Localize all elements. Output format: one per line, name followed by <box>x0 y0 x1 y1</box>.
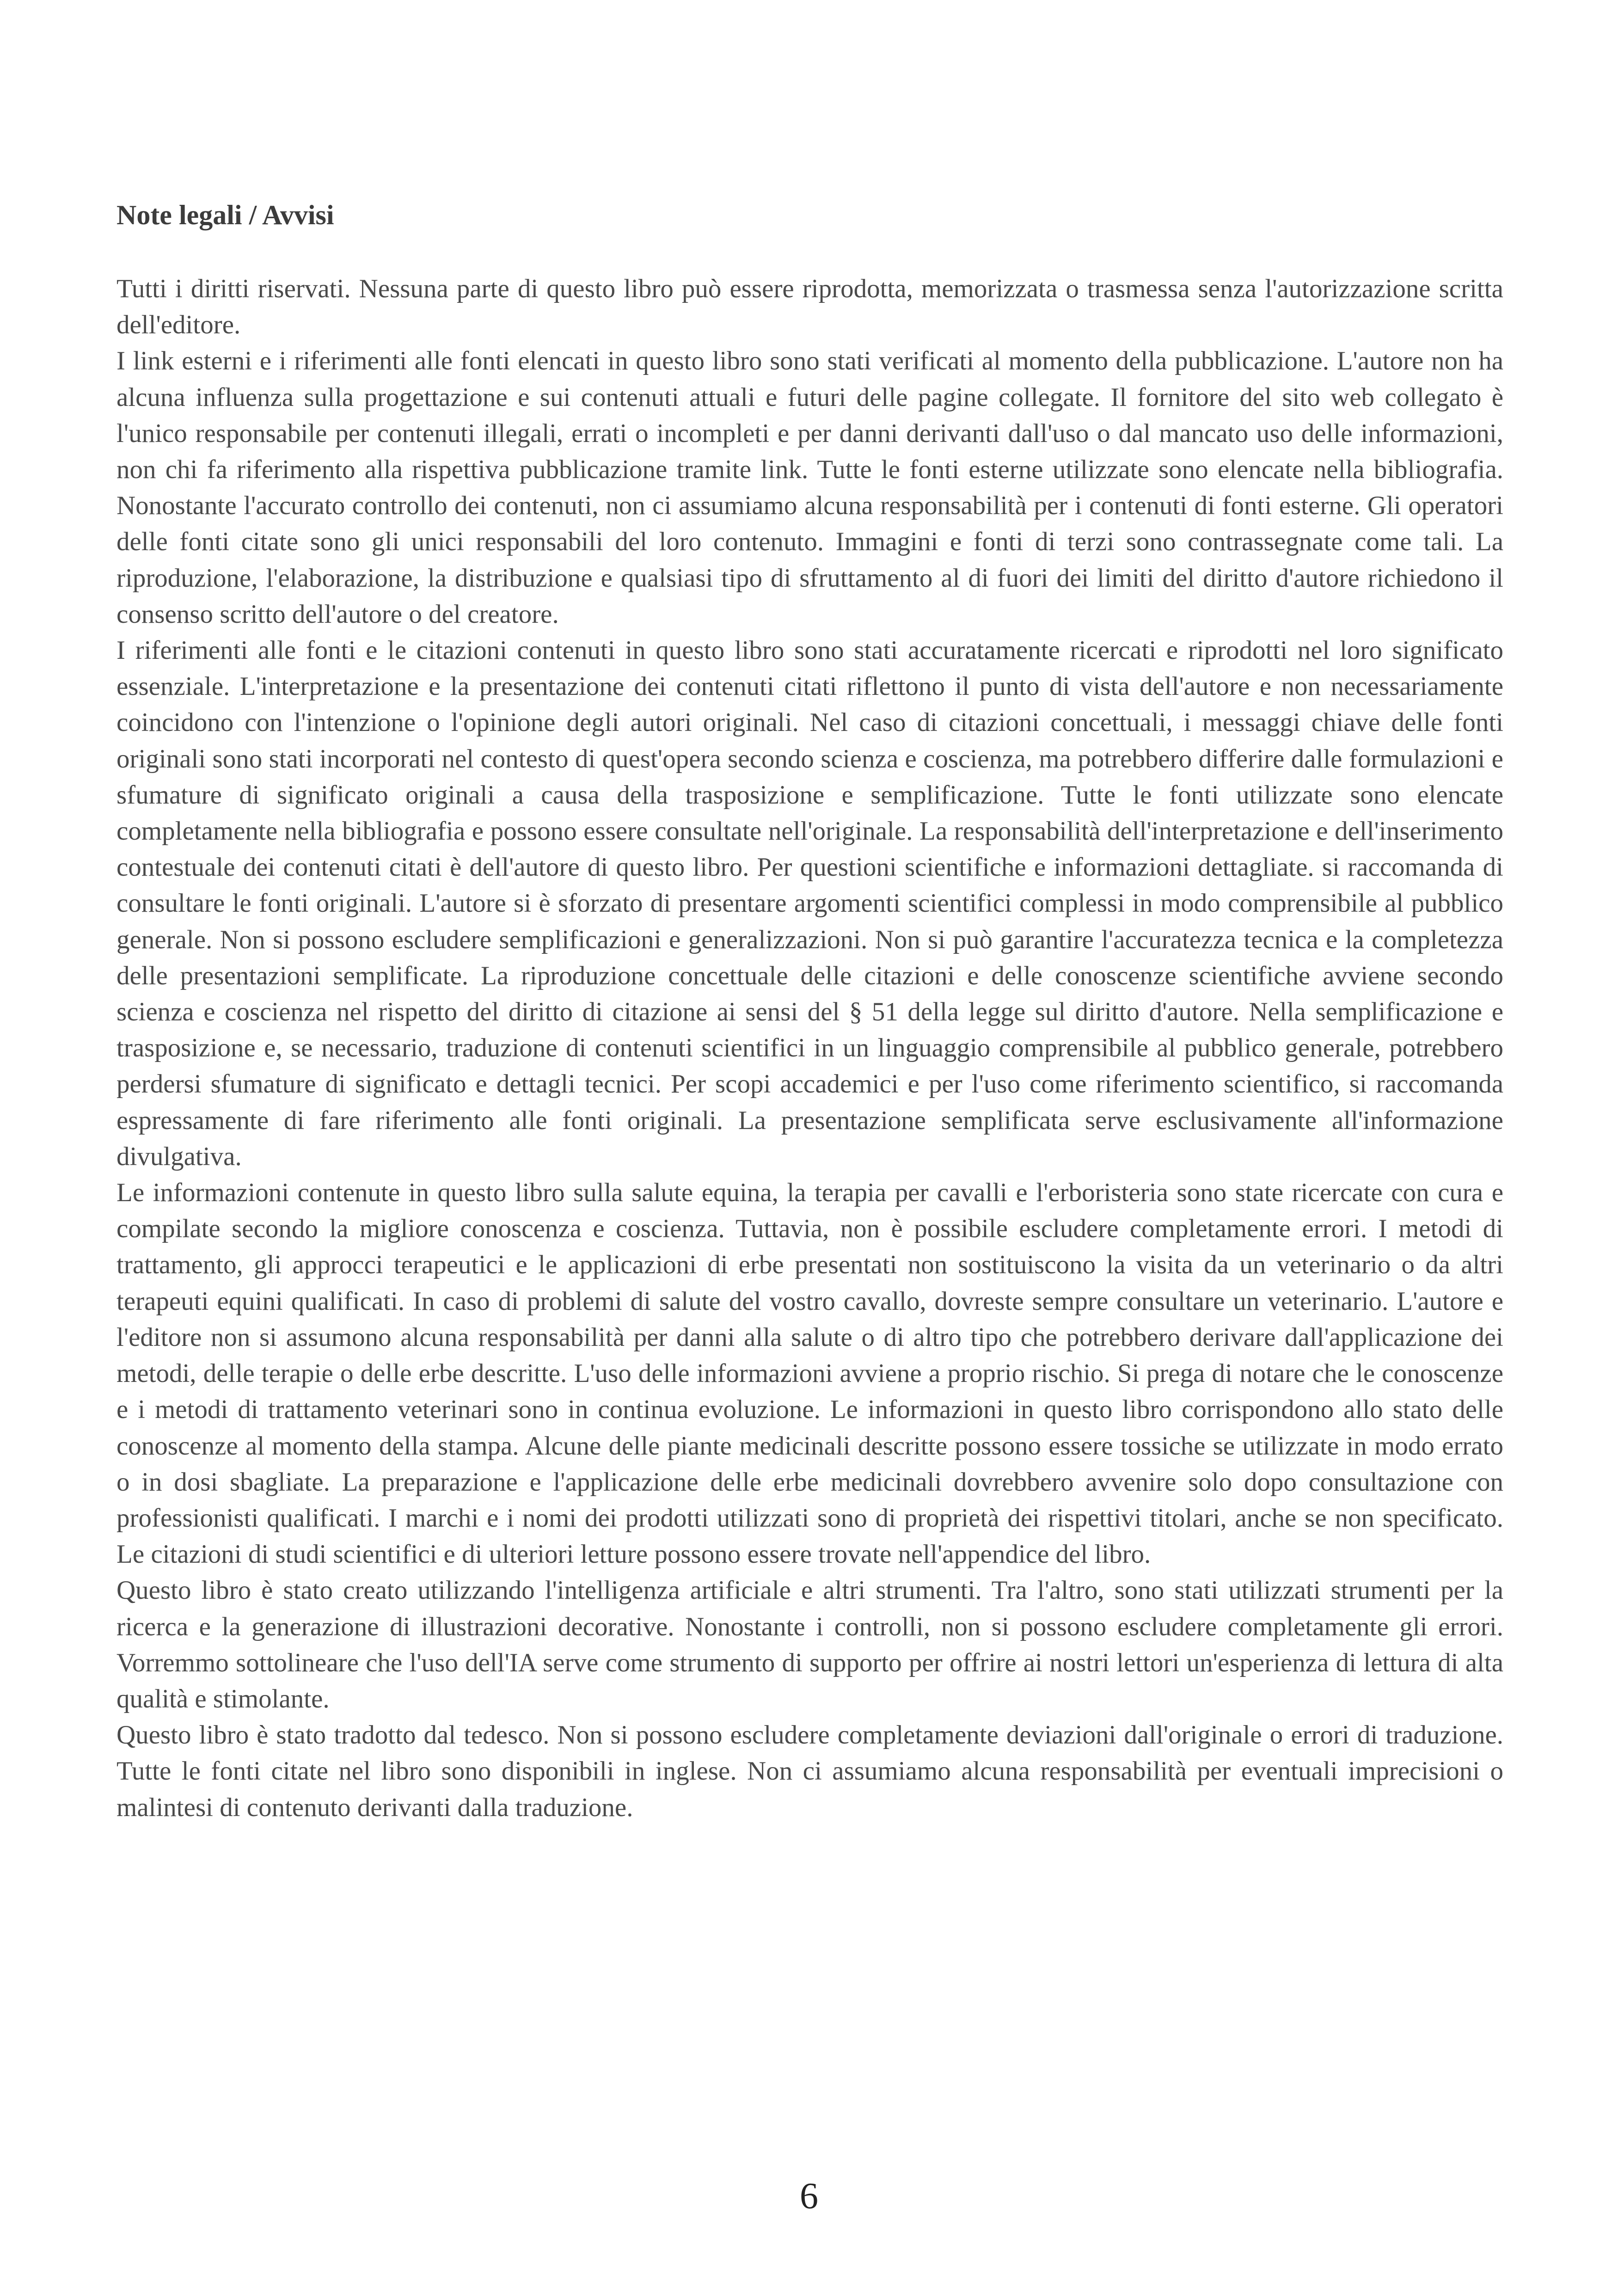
page-content <box>116 196 1503 1826</box>
paragraph-rights: Tutti i diritti riservati. Nessuna parte di questo libro può essere riprodotta, memorizzata o trasmessa senza l'autorizzazione scritta dell'editore. <box>116 274 1503 340</box>
section-heading: Note legali / Avvisi <box>116 200 334 230</box>
paragraph-health-disclaimer: Le informazioni contenute in questo libro sulla salute equina, la terapia per cavalli e l'erboristeria sono state ricercate con cura e compilate secondo la migliore conoscenza e coscienza. Tuttavia, non è possibile escludere completamente errori. I metodi di trattamento, gli approcci terapeutici e le applicazioni di erbe presentati non sostituiscono la visita da un veterinario o da altri terapeuti equini qualificati. In caso di problemi di salute del vostro cavallo, dovreste sempre consultare un veterinario. L'autore e l'editore non si assumono alcuna responsabilità per danni alla salute o di altro tipo che potrebbero derivare dall'applicazione dei metodi, delle terapie o delle erbe descritte. L'uso delle informazioni avviene a proprio rischio. Si prega di notare che le conoscenze e i metodi di trattamento veterinari sono in continua evoluzione. Le informazioni in questo libro corrispondono allo stato delle conoscenze al momento della stampa. Alcune delle piante medicinali descritte possono essere tossiche se utilizzate in modo errato o in dosi sbagliate. La preparazione e l'applicazione delle erbe medicinali dovrebbero avvenire solo dopo consultazione con professionisti qualificati. I marchi e i nomi dei prodotti utilizzati sono di proprietà dei rispettivi titolari, anche se non specificato. Le citazioni di studi scientifici e di ulteriori letture possono essere trovate nell'appendice del libro. <box>116 1178 1503 1569</box>
paragraph-external-links: I link esterni e i riferimenti alle fonti elencati in questo libro sono stati verificati al momento della pubblicazione. L'autore non ha alcuna influenza sulla progettazione e sui contenuti attuali e futuri delle pagine collegate. Il fornitore del sito web collegato è l'unico responsabile per contenuti illegali, errati o incompleti e per danni derivanti dall'uso o dal mancato uso delle informazioni, non chi fa riferimento alla rispettiva pubblicazione tramite link. Tutte le fonti esterne utilizzate sono elencate nella bibliografia. Nonostante l'accurato controllo dei contenuti, non ci assumiamo alcuna responsabilità per i contenuti di fonti esterne. Gli operatori delle fonti citate sono gli unici responsabili del loro contenuto. Immagini e fonti di terzi sono contrassegnate come tali. La riproduzione, l'elaborazione, la distribuzione e qualsiasi tipo di sfruttamento al di fuori dei limiti del diritto d'autore richiedono il consenso scritto dell'autore o del creatore. <box>116 346 1503 629</box>
paragraph-translation-notice: Questo libro è stato tradotto dal tedesco. Non si possono escludere completamente deviazioni dall'originale o errori di traduzione. Tutte le fonti citate nel libro sono disponibili in inglese. Non ci assumiamo alcuna responsabilità per eventuali imprecisioni o malintesi di contenuto derivanti dalla traduzione. <box>116 1720 1503 1822</box>
page-number: 6 <box>800 2176 818 2216</box>
paragraph-citations: I riferimenti alle fonti e le citazioni contenuti in questo libro sono stati accuratamente ricercati e riprodotti nel loro significato essenziale. L'interpretazione e la presentazione dei contenuti citati riflettono il punto di vista dell'autore e non necessariamente coincidono con l'intenzione o l'opinione degli autori originali. Nel caso di citazioni concettuali, i messaggi chiave delle fonti originali sono stati incorporati nel contesto di quest'opera secondo scienza e coscienza, ma potrebbero differire dalle formulazioni e sfumature di significato originali a causa della trasposizione e semplificazione. Tutte le fonti utilizzate sono elencate completamente nella bibliografia e possono essere consultate nell'originale. La responsabilità dell'interpretazione e dell'inserimento contestuale dei contenuti citati è dell'autore di questo libro. Per questioni scientifiche e informazioni dettagliate. si raccomanda di consultare le fonti originali. L'autore si è sforzato di presentare argomenti scientifici complessi in modo comprensibile al pubblico generale. Non si possono escludere semplificazioni e generalizzazioni. Non si può garantire l'accuratezza tecnica e la completezza delle presentazioni semplificate. La riproduzione concettuale delle citazioni e delle conoscenze scientifiche avviene secondo scienza e coscienza nel rispetto del diritto di citazione ai sensi del § 51 della legge sul diritto d'autore. Nella semplificazione e trasposizione e, se necessario, traduzione di contenuti scientifici in un linguaggio comprensibile al pubblico generale, potrebbero perdersi sfumature di significato e dettagli tecnici. Per scopi accademici e per l'uso come riferimento scientifico, si raccomanda espressamente di fare riferimento alle fonti originali. La presentazione semplificata serve esclusivamente all'informazione divulgativa. <box>116 636 1503 1171</box>
paragraph-ai-notice: Questo libro è stato creato utilizzando l'intelligenza artificiale e altri strumenti. Tra l'altro, sono stati utilizzati strumenti per la ricerca e la generazione di illustrazioni decorative. Nonostante i controlli, non si possono escludere completamente gli errori. Vorremmo sottolineare che l'uso dell'IA serve come strumento di supporto per offrire ai nostri lettori un'esperienza di lettura di alta qualità e stimolante. <box>116 1576 1503 1713</box>
